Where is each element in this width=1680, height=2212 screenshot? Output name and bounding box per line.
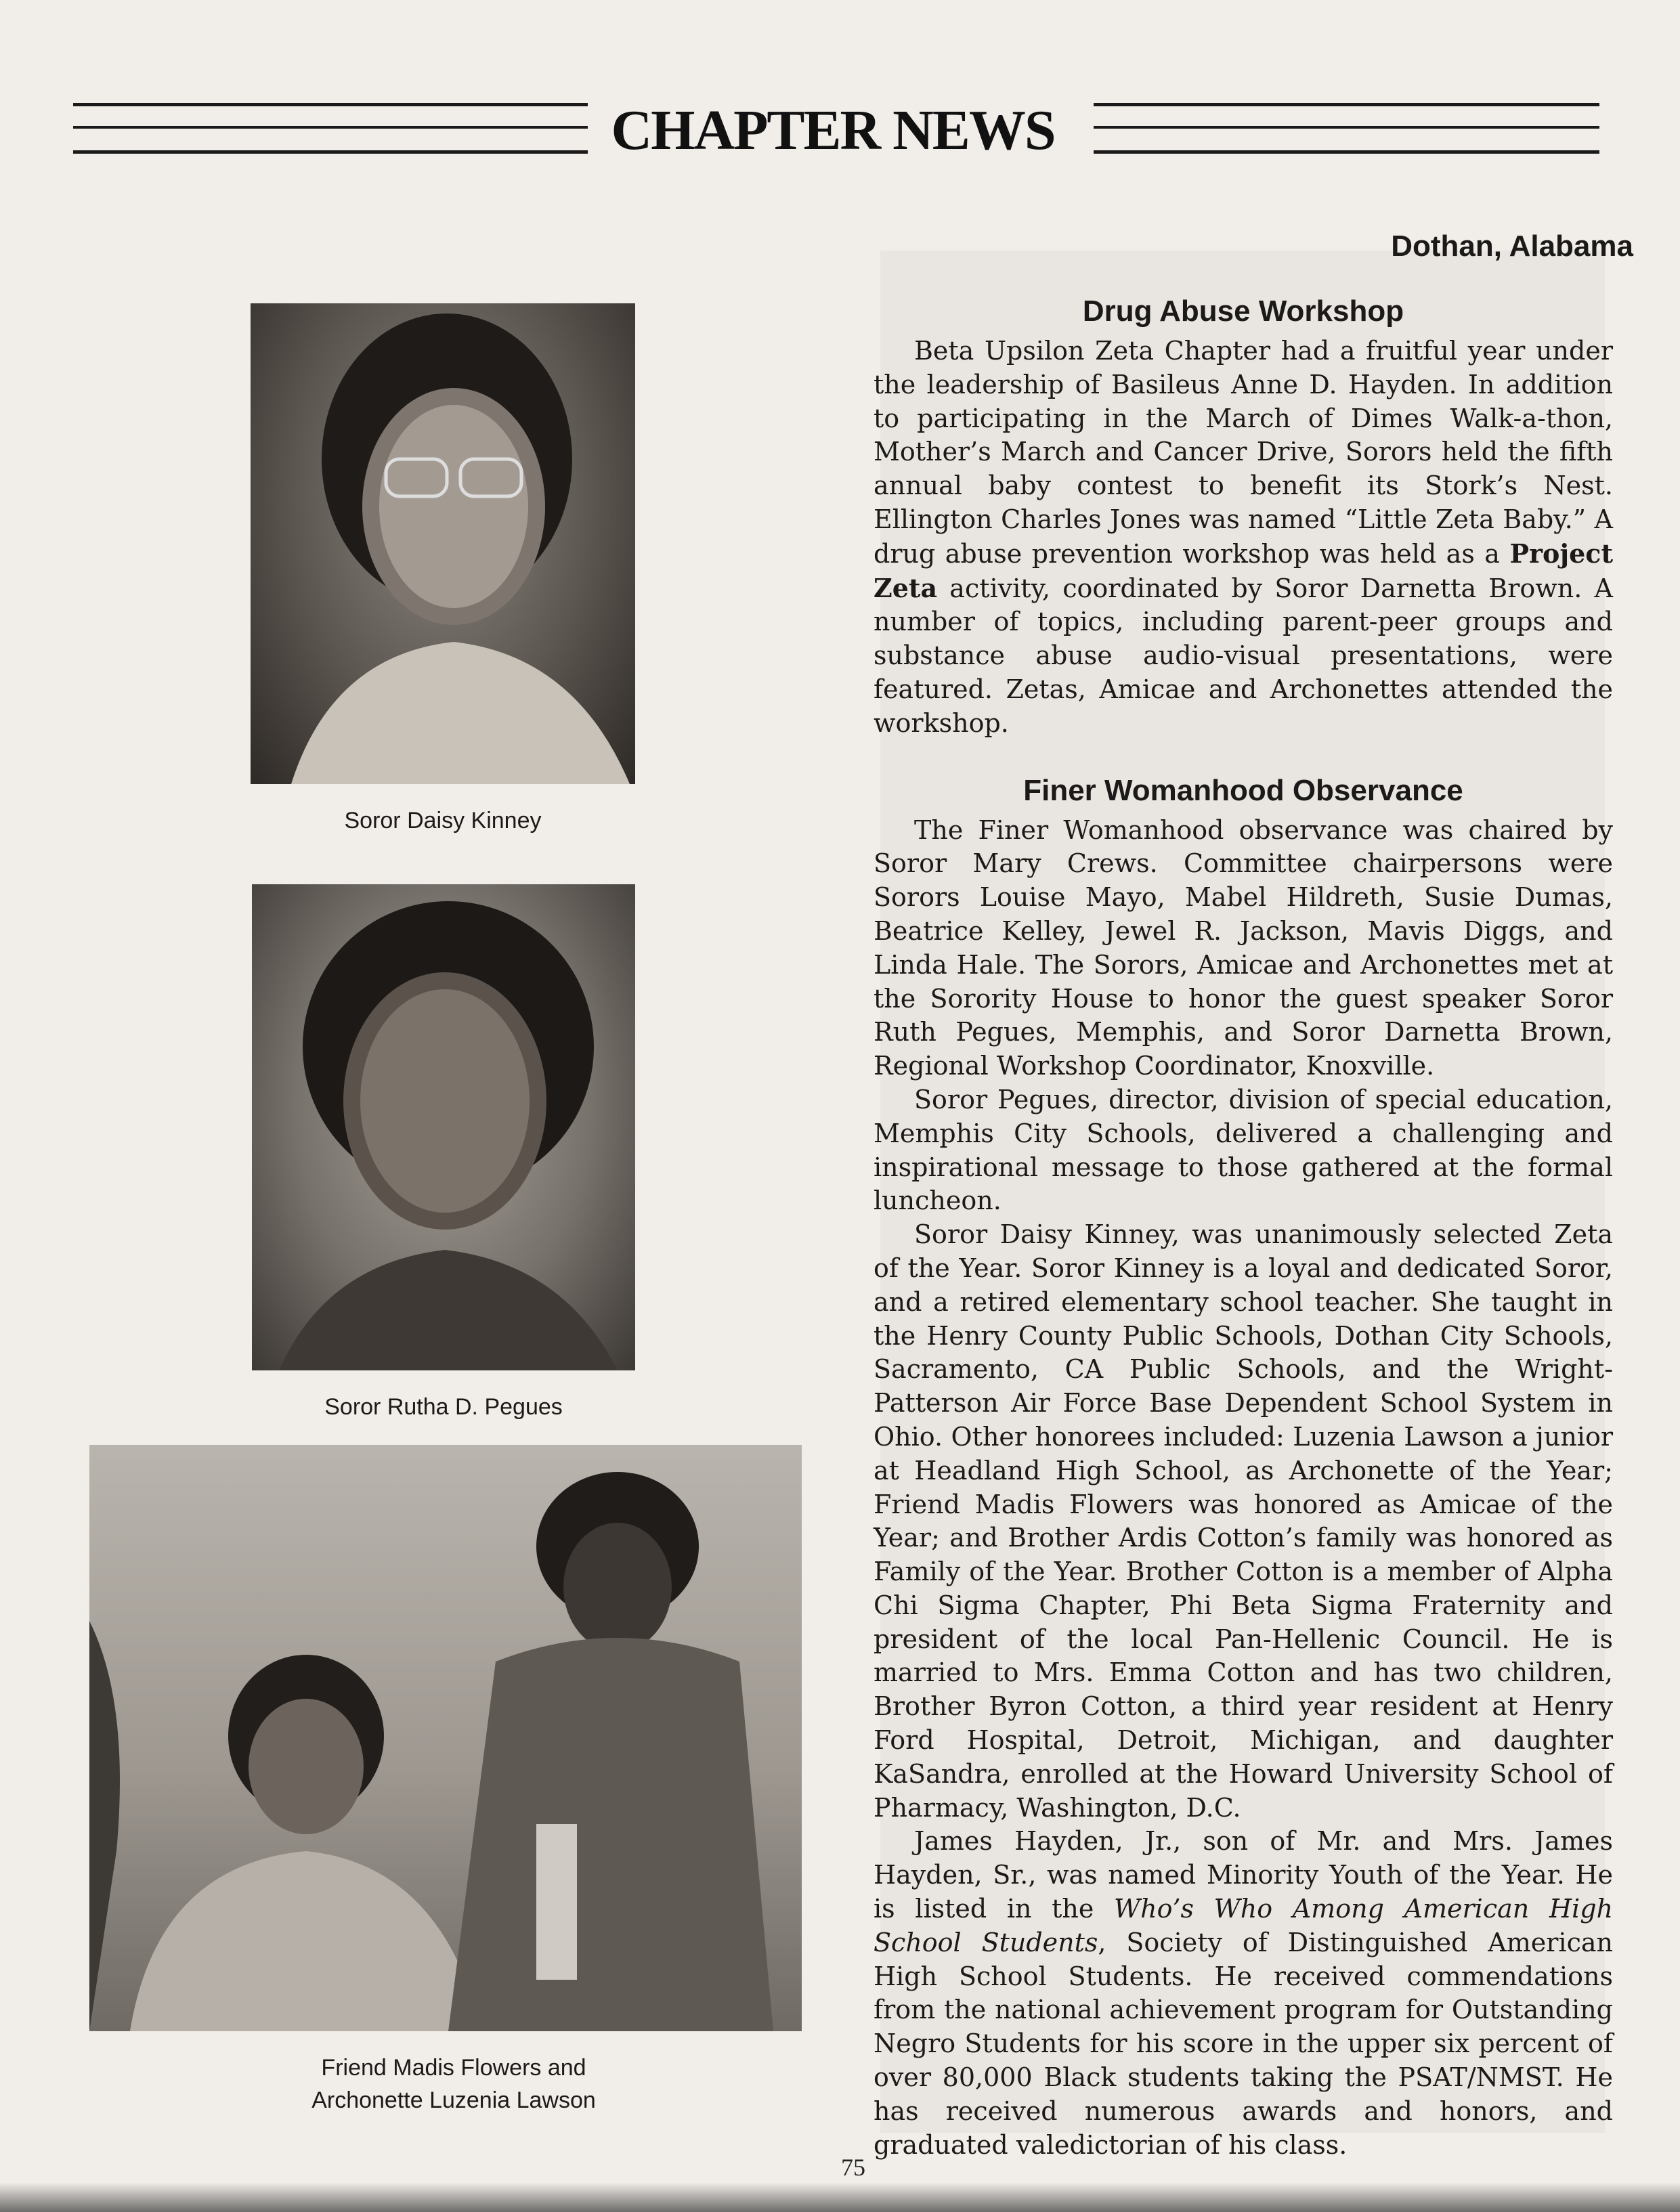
caption-line-2: Archonette Luzenia Lawson xyxy=(311,2087,596,2113)
bottom-edge-shadow xyxy=(0,2182,1680,2212)
page-title: CHAPTER NEWS xyxy=(611,99,1055,162)
section-heading-drug-abuse: Drug Abuse Workshop xyxy=(1082,295,1404,328)
paragraph-finer-womanhood-4: James Hayden, Jr., son of Mr. and Mrs. James Hayden, Sr., was named Minority Youth of the Year. He is listed in the Who’s Who Among American High School Students, Society of Distinguished American High School Students. He received commendations from the national achievement program for Outstanding Negro Students for his score in the upper six percent of over 80,000 Black students taking the PSAT/NMST. He has received numerous awards and honors, and graduated valedictorian of his class. xyxy=(874,1826,1613,2160)
paragraph-finer-womanhood-3: Soror Daisy Kinney, was unanimously selected Zeta of the Year. Soror Kinney is a loyal and dedicated Soror, and a retired elementary school teacher. She taught in the Henry County Public Schools, Dothan City Schools, Sacramento, CA Public Schools, and the Wright-Patterson Air Force Base Dependent School System in Ohio. Other honorees included: Luzenia Lawson a junior at Headland High School, as Archonette of the Year; Friend Madis Flowers was honored as Amicae of the Year; and Brother Ardis Cotton’s family was honored as Family of the Year. Brother Cotton is a member of Alpha Chi Sigma Chapter, Phi Beta Sigma Fraternity and president of the local Pan-Hellenic Council. He is married to Mrs. Emma Cotton and has two children, Brother Byron Cotton, a third year resident at Henry Ford Hospital, Detroit, Michigan, and daughter KaSandra, enrolled at the Howard University School of Pharmacy, Washington, D.C. xyxy=(874,1219,1613,1823)
header-rule-right-mid xyxy=(1094,126,1599,129)
caption-line-1: Friend Madis Flowers and xyxy=(321,2055,586,2081)
portrait-silhouette xyxy=(251,303,635,784)
paragraph-finer-womanhood-1: The Finer Womanhood observance was chaired by Soror Mary Crews. Committee chairpersons were Sorors Louise Mayo, Mabel Hildreth, Susie Dumas, Beatrice Kelley, Jewel R. Jackson, Mavis Diggs, and Linda Hale. The Sorors, Amicae and Archonettes met at the Sorority House to honor the guest speaker Soror Ruth Pegues, Memphis, and Soror Darnetta Brown, Regional Workshop Coordinator, Knoxville. xyxy=(874,815,1613,1081)
photo-daisy-kinney xyxy=(251,303,635,784)
header-rule-left-top xyxy=(73,103,588,106)
portrait-silhouette xyxy=(252,884,635,1370)
article-location: Dothan, Alabama xyxy=(1391,230,1633,263)
header-rule-left-bottom xyxy=(73,150,588,154)
section-heading-finer-womanhood: Finer Womanhood Observance xyxy=(1023,773,1463,807)
caption-rutha-pegues: Soror Rutha D. Pegues xyxy=(324,1394,563,1420)
header-rule-right-top xyxy=(1094,103,1599,106)
paragraph-drug-abuse: Beta Upsilon Zeta Chapter had a fruitful year under the leadership of Basileus Anne D. Hayden. In addition to participating in the March of Dimes Walk-a-thon, Mother’s March and Cancer Drive, Sorors held the fifth annual baby contest to benefit its Stork’s Nest. Ellington Charles Jones was named “Little Zeta Baby.” A drug abuse prevention workshop was held as a Project Zeta activity, coordinated by Soror Darnetta Brown. A number of topics, including parent-peer groups and substance abuse audio-visual presentations, were featured. Zetas, Amicae and Archonettes attended the workshop. xyxy=(874,336,1613,738)
photo-rutha-pegues xyxy=(252,884,635,1370)
caption-flowers-lawson xyxy=(223,2052,684,2117)
article-column xyxy=(874,223,1633,2162)
header-rule-left-mid xyxy=(73,126,588,129)
group-photo-silhouettes xyxy=(89,1445,802,2031)
project-zeta-bold: Project Zeta xyxy=(874,538,1613,603)
caption-daisy-kinney: Soror Daisy Kinney xyxy=(344,808,542,833)
page-number: 75 xyxy=(841,2154,865,2181)
header-rule-right-bottom xyxy=(1094,150,1599,154)
photo-flowers-lawson xyxy=(89,1445,802,2031)
whos-who-title: Who’s Who Among American High School Students xyxy=(874,1894,1613,1957)
paragraph-finer-womanhood-2: Soror Pegues, director, division of special education, Memphis City Schools, delivered a challenging and inspirational message to those gathered at the formal luncheon. xyxy=(874,1084,1613,1216)
